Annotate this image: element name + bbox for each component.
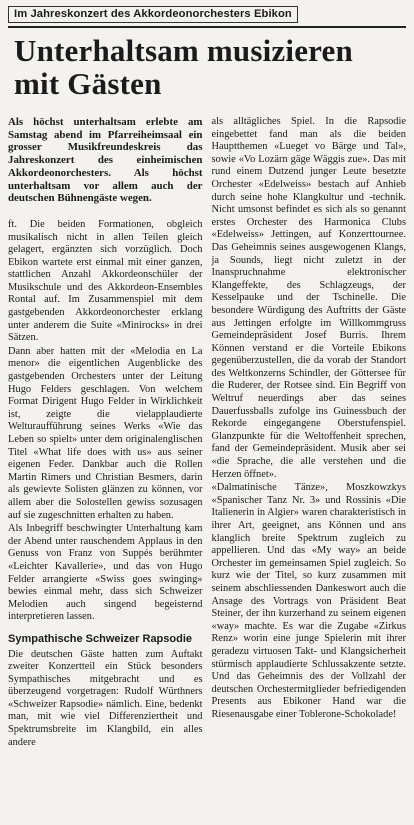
top-rule: [8, 26, 406, 28]
headline: [14, 34, 406, 100]
subheading: Sympathische Schweizer Rapsodie: [8, 632, 193, 645]
body-paragraph: als alltägliches Spiel. In die Rapsodie eingebettet fand man als die beiden Hauptthemen «Lueget vo Bärge und Tal», sowie «Vo Lozärn gäge Wäggis zue». Das mit rund einem Dutzend junger Leute besetzte Orchester «Edelweiss» bestach auf Anhieb durch seine hohe Klangkultur und -technik. Nicht umsonst befindet es sich als so genannt erstes Orchester des Harmonica Clubs «Edelweiss» Jettingen, auf Konzerttournee. Das Geheimnis seines ausgewogenen Klangs, ja Sounds, liegt nicht zuletzt in der Inanspruchnahme elektronischer Klangeffekte, des Schlagzeugs, der Kesselpauke und der Tschinelle. Die besondere Würdigung des Auftritts der Gäste aus Jettingen erfolgte im Willkommgruss Gemeindepräsident Josef Burris. Ihrem Können verstand er die Vorteile Ebikons gegenüberzustellen, die da vorab der Standort des Weltkonzerns Schindler, der Göttersee für die Ruderer, der Rotsee sind. Ein Begriff von Weltruf neuerdings aber das seines Dauerfussballs zufolge ins Guinessbuch der Rekorde eingegangene Oberstufenspiel. Glanzpunkte für die Weltoffenheit sprechen, fand der Gemeindepräsident. Musik aber sei «die Sprache, die alle verstehen und die Herzen öffnet».: [211, 116, 406, 480]
article-columns: [8, 116, 406, 750]
headline-line-1: Unterhaltsam musizieren: [14, 33, 353, 68]
body-paragraph: Als Inbegriff beschwingter Unterhaltung kam der Abend unter rauschendem Applaus in den Genuss von Franz von Suppés berühmter «Leichter Kavallerie», und das von Hugo Felder arrangierte «Swiss goes swinging» bewies einmal mehr, dass sich Schweizer Melodien auch singend begeisternd interpretieren lassen.: [8, 523, 203, 623]
headline-line-2: mit Gästen: [14, 66, 162, 101]
column-left: [8, 116, 203, 750]
body-paragraph: Die deutschen Gäste hatten zum Auftakt zweiter Konzertteil ein Stück besonders Sympathisches mitgebracht und es überzeugend vorgetragen: Rudolf Würthners «Schweizer Rapsodie» nämlich. Eine, bedenkt man, mit wie viel Differenziertheit und Spektrumsbreite im Klangbild, ein alles andere: [8, 648, 203, 748]
body-paragraph: «Dalmatinische Tänze», Moszkowzkys «Spanischer Tanz Nr. 3» und Rossinis «Die Italienerin in Algier» waren charakteristisch in ihrer Art, geeignet, ans Können und ans klanglich breite Spektrum zugleich zu appellieren. Und das «My way» an beide Orchester im gemeinsamen Spiel zugleich. So kurz wie der Titel, so kurz zusammen mit seinem abschliessenden Dankeswort auch die Ansage des Vortrags von Präsident Beat Steiner, der ihn kurzerhand zu seinem eigenen «way» machte. Es war die Zugabe «Zirkus Renz» worin eine junge Spielerin mit ihrer geradezu virtuosen Takt- und Klangsicherheit stürmisch applaudierte Schlussakzente setzte. Und das Geheimnis des der Vollzahl der deutschen Orchestermitglieder befriedigenden Presents aus Ebikoner Hand war die Riesenausgabe einer Toblerone-Schokolade!: [211, 482, 406, 720]
body-paragraph: Dann aber hatten mit der «Melodia en La menor» die eigentlichen Augenblicke des gastgebenden Orchesters unter der Leitung Hugo Felders geschlagen. Von welchem Format Dirigent Hugo Felder in Wirklichkeit ist, zeigte die vielapplaudierte Welturaufführung seines Werks «Wie das Leben so spielt» unter dem originalenglischen Titel «What life does with us» aus seiner eigenen Feder. Dankbar auch die Rollen Martin Rimers und Christian Besmers, darin als gewievte Solisten glänzen zu können, vor allem aber die Solostellen gewiss sozusagen auf sie zugeschnitten erhalten zu haben.: [8, 345, 203, 521]
kicker: Im Jahreskonzert des Akkordeonorchesters Ebikon: [8, 6, 298, 23]
lead-paragraph: Als höchst unterhaltsam erlebte am Samstag abend im Pfarreiheimsaal ein grosser Musikfreundeskreis das Jahreskonzert des einheimischen Akkordeonorchesters. Als höchst unterhaltsam vor allem auch der deutschen Bühnengäste wegen.: [8, 116, 203, 205]
body-paragraph: ft. Die beiden Formationen, obgleich musikalisch nicht in allen Teilen gleich gelagert, ergänzten sich vorzüglich. Doch Ebikon wartete erst einmal mit einer ganzen, stattlichen Anzahl Akkordeonschüler der Musikschule und des Akkordeon-Ensembles Rontal auf. Im Zusammenspiel mit dem gastgebenden Akkordeonorchester erklang unter anderem die Suite «Minirocks» in drei Sätzen.: [8, 218, 203, 344]
column-right: [212, 116, 407, 750]
